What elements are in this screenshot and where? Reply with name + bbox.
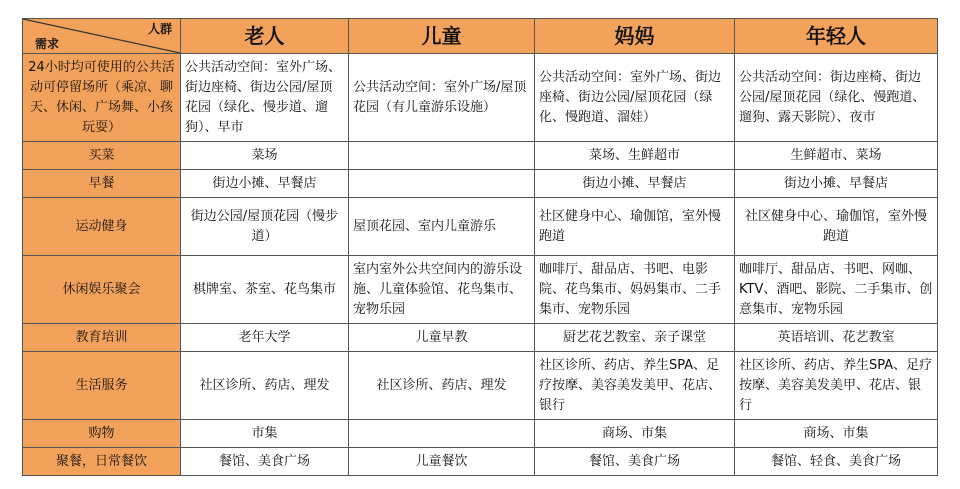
- table-cell: 公共活动空间：街边座椅、街边公园/屋顶花园（绿化、慢跑道、遛狗、露天影院）、夜市: [735, 54, 938, 142]
- table-cell: 公共活动空间：室外广场/屋顶花园（有儿童游乐设施）: [349, 54, 535, 142]
- table-cell: 咖啡厅、甜品店、书吧、电影院、花鸟集市、妈妈集市、二手集市、宠物乐园: [535, 256, 735, 324]
- table-wrapper: [22, 18, 937, 476]
- table-row: [23, 54, 938, 142]
- column-header-elderly: 老人: [181, 19, 349, 54]
- table-cell: 屋顶花园、室内儿童游乐: [349, 198, 535, 256]
- table-cell: [349, 142, 535, 170]
- table-cell: 社区健身中心、瑜伽馆，室外慢跑道: [535, 198, 735, 256]
- table-row: [23, 420, 938, 448]
- table-cell: 商场、市集: [535, 420, 735, 448]
- header-row: [23, 19, 938, 54]
- table-cell: 餐馆、轻食、美食广场: [735, 448, 938, 476]
- table-cell: 街边公园/屋顶花园（慢步道）: [181, 198, 349, 256]
- table-cell: 棋牌室、茶室、花鸟集市: [181, 256, 349, 324]
- need-label: 早餐: [23, 170, 181, 198]
- table-row: [23, 198, 938, 256]
- column-header-children: 儿童: [349, 19, 535, 54]
- table-cell: 生鲜超市、菜场: [735, 142, 938, 170]
- corner-label-need: 需求: [35, 37, 60, 51]
- table-cell: [349, 420, 535, 448]
- table-cell: [349, 170, 535, 198]
- needs-table: [22, 18, 938, 476]
- table-cell: 社区诊所、药店、理发: [181, 352, 349, 420]
- table-cell: 市集: [181, 420, 349, 448]
- table-cell: 菜场: [181, 142, 349, 170]
- need-label: 休闲娱乐聚会: [23, 256, 181, 324]
- table-row: [23, 170, 938, 198]
- table-cell: 餐馆、美食广场: [535, 448, 735, 476]
- need-label: 生活服务: [23, 352, 181, 420]
- table-row: [23, 352, 938, 420]
- table-cell: 公共活动空间：室外广场、街边座椅、街边公园/屋顶花园（绿化、慢跑道、溜娃）: [535, 54, 735, 142]
- table-cell: 菜场、生鲜超市: [535, 142, 735, 170]
- table-cell: 老年大学: [181, 324, 349, 352]
- column-header-young: 年轻人: [735, 19, 938, 54]
- table-cell: 社区诊所、药店、理发: [349, 352, 535, 420]
- table-cell: 街边小摊、早餐店: [535, 170, 735, 198]
- table-cell: 商场、市集: [735, 420, 938, 448]
- table-row: [23, 448, 938, 476]
- need-label: 聚餐，日常餐饮: [23, 448, 181, 476]
- table-cell: 餐馆、美食广场: [181, 448, 349, 476]
- table-row: [23, 324, 938, 352]
- table-cell: 儿童餐饮: [349, 448, 535, 476]
- need-label: 购物: [23, 420, 181, 448]
- need-label: 24小时均可使用的公共活动可停留场所（乘凉、聊天、休闲、广场舞、小孩玩耍）: [23, 54, 181, 142]
- corner-cell: [23, 19, 181, 54]
- table-cell: 街边小摊、早餐店: [735, 170, 938, 198]
- table-cell: 英语培训、花艺教室: [735, 324, 938, 352]
- table-row: [23, 142, 938, 170]
- corner-label-crowd: 人群: [147, 22, 172, 36]
- table-cell: 社区诊所、药店、养生SPA、足疗按摩、美容美发美甲、花店、银行: [735, 352, 938, 420]
- table-cell: 室内室外公共空间内的游乐设施、儿童体验馆、花鸟集市、宠物乐园: [349, 256, 535, 324]
- need-label: 运动健身: [23, 198, 181, 256]
- column-header-mothers: 妈妈: [535, 19, 735, 54]
- table-cell: 社区健身中心、瑜伽馆，室外慢跑道: [735, 198, 938, 256]
- table-cell: 咖啡厅、甜品店、书吧、网咖、KTV、酒吧、影院、二手集市、创意集市、宠物乐园: [735, 256, 938, 324]
- table-cell: 社区诊所、药店、养生SPA、足疗按摩、美容美发美甲、花店、银行: [535, 352, 735, 420]
- table-cell: 儿童早教: [349, 324, 535, 352]
- table-cell: 公共活动空间：室外广场、街边座椅、街边公园/屋顶花园（绿化、慢步道、遛狗）、早市: [181, 54, 349, 142]
- table-row: [23, 256, 938, 324]
- table-cell: 厨艺花艺教室、亲子课堂: [535, 324, 735, 352]
- need-label: 买菜: [23, 142, 181, 170]
- table-cell: 街边小摊、早餐店: [181, 170, 349, 198]
- need-label: 教育培训: [23, 324, 181, 352]
